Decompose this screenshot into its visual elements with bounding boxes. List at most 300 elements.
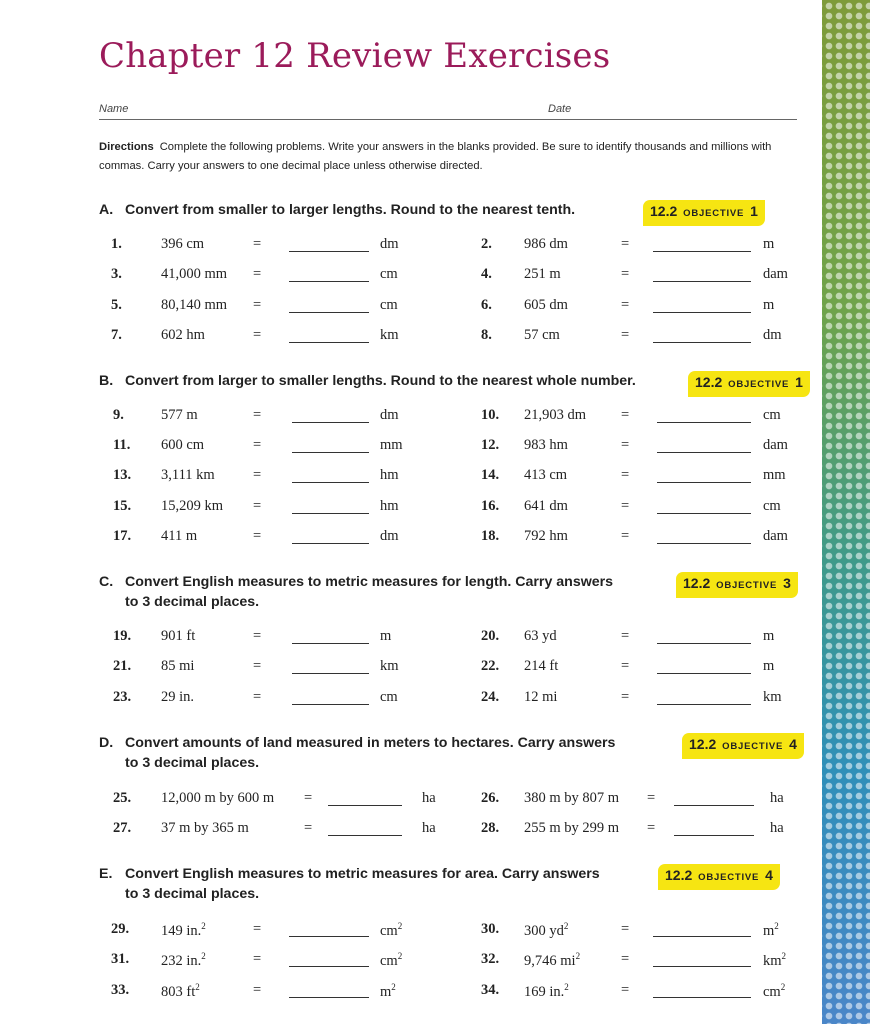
target-unit bbox=[380, 528, 399, 545]
problem-number: 7. bbox=[111, 326, 122, 343]
problem-quantity bbox=[524, 790, 619, 807]
answer-blank[interactable] bbox=[674, 790, 754, 806]
equals-sign: = bbox=[621, 688, 630, 705]
answer-blank[interactable] bbox=[289, 951, 369, 967]
section-heading-text: Convert English measures to metric measures for length. Carry answers bbox=[125, 574, 614, 590]
answer-blank[interactable] bbox=[292, 628, 369, 644]
problem-quantity bbox=[161, 689, 194, 706]
section-letter: D. bbox=[99, 735, 114, 751]
answer-blank[interactable] bbox=[292, 467, 369, 483]
answer-blank[interactable] bbox=[657, 528, 751, 544]
unit-text: ha bbox=[770, 820, 784, 836]
answer-blank[interactable] bbox=[653, 327, 751, 343]
problem-quantity bbox=[524, 982, 569, 1001]
problem-quantity bbox=[524, 327, 560, 344]
problem-row bbox=[99, 437, 799, 459]
badge-objective: 3 bbox=[783, 575, 791, 591]
equals-sign: = bbox=[621, 467, 630, 484]
problem-quantity bbox=[161, 820, 249, 837]
equals-sign: = bbox=[253, 658, 262, 675]
answer-blank[interactable] bbox=[657, 498, 751, 514]
unit-exponent: 2 bbox=[781, 951, 787, 962]
target-unit bbox=[763, 921, 779, 940]
dot-pattern bbox=[822, 0, 870, 1024]
quantity-exponent: 2 bbox=[575, 951, 581, 962]
problem-number: 5. bbox=[111, 296, 122, 313]
section-heading-text-line2: to 3 decimal places. bbox=[125, 594, 260, 610]
target-unit bbox=[380, 467, 399, 484]
quantity-text: 80,140 mm bbox=[161, 296, 228, 313]
badge-objective: 1 bbox=[750, 203, 758, 219]
unit-text: ha bbox=[422, 790, 436, 806]
quantity-text: 41,000 mm bbox=[161, 266, 228, 283]
answer-blank[interactable] bbox=[674, 820, 754, 836]
answer-blank[interactable] bbox=[328, 820, 402, 836]
problem-row bbox=[99, 236, 799, 258]
quantity-text: 411 m bbox=[161, 527, 198, 544]
equals-sign: = bbox=[253, 527, 262, 544]
equals-sign: = bbox=[621, 497, 630, 514]
problem-row bbox=[99, 790, 799, 812]
equals-sign: = bbox=[621, 921, 630, 937]
equals-sign: = bbox=[304, 790, 313, 806]
unit-text: hm bbox=[380, 467, 399, 484]
problem-row bbox=[99, 498, 799, 520]
quantity-text: 29 in. bbox=[161, 688, 195, 705]
unit-exponent: 2 bbox=[391, 981, 396, 992]
quantity-text: 15,209 km bbox=[161, 497, 224, 514]
problem-row bbox=[99, 407, 799, 429]
answer-blank[interactable] bbox=[289, 327, 369, 343]
target-unit bbox=[763, 982, 785, 1001]
target-unit bbox=[763, 528, 788, 545]
problem-quantity bbox=[524, 628, 557, 645]
problem-row bbox=[99, 266, 799, 288]
problem-number: 8. bbox=[481, 326, 492, 343]
problem-quantity bbox=[524, 437, 568, 454]
equals-sign: = bbox=[621, 236, 630, 252]
target-unit bbox=[763, 628, 774, 645]
directions-label: Directions bbox=[99, 141, 154, 153]
target-unit bbox=[380, 982, 396, 1001]
problem-number: 12. bbox=[481, 437, 500, 454]
answer-blank[interactable] bbox=[657, 628, 751, 644]
badge-label: OBJECTIVE bbox=[728, 379, 790, 390]
unit-text: mm bbox=[763, 467, 786, 484]
unit-text: m bbox=[380, 983, 392, 1000]
problem-number: 6. bbox=[481, 296, 492, 313]
quantity-text: 21,903 dm bbox=[524, 407, 587, 423]
unit-text: cm bbox=[380, 922, 398, 939]
quantity-text: 300 yd bbox=[524, 922, 564, 939]
problem-quantity bbox=[524, 266, 561, 283]
problem-number: 3. bbox=[111, 266, 122, 283]
problem-quantity bbox=[161, 790, 274, 807]
unit-text: km bbox=[763, 688, 782, 705]
equals-sign: = bbox=[304, 820, 313, 836]
quantity-text: 577 m bbox=[161, 407, 198, 423]
problem-row bbox=[99, 628, 799, 650]
answer-blank[interactable] bbox=[657, 437, 751, 453]
quantity-text: 232 in. bbox=[161, 953, 202, 970]
quantity-exponent: 2 bbox=[201, 951, 206, 962]
equals-sign: = bbox=[621, 266, 630, 283]
quantity-text: 413 cm bbox=[524, 467, 568, 484]
problem-quantity bbox=[161, 498, 223, 515]
unit-exponent: 2 bbox=[397, 921, 403, 931]
directions-text: Complete the following problems. Write your answers in the blanks provided. Be sure to identify thousands and millions with commas. Carry your answers to one decimal place unless otherwise directed. bbox=[99, 141, 772, 172]
unit-text: dm bbox=[380, 527, 399, 544]
quantity-text: 255 m by 299 m bbox=[524, 820, 620, 836]
answer-blank[interactable] bbox=[653, 236, 751, 252]
target-unit bbox=[763, 689, 782, 706]
decorative-sidebar bbox=[822, 0, 870, 1024]
target-unit bbox=[770, 790, 784, 807]
section-heading-text-line2: to 3 decimal places. bbox=[125, 755, 260, 771]
answer-blank[interactable] bbox=[289, 236, 369, 252]
section-heading-text-line2: to 3 decimal places. bbox=[125, 886, 260, 902]
badge-number: 12.2 bbox=[689, 736, 717, 752]
answer-blank[interactable] bbox=[292, 407, 369, 423]
target-unit bbox=[380, 437, 403, 454]
objective-badge bbox=[643, 200, 765, 226]
equals-sign: = bbox=[647, 790, 656, 806]
problem-number: 22. bbox=[481, 658, 500, 675]
problem-number: 27. bbox=[113, 820, 132, 836]
section-heading-text: Convert amounts of land measured in meters to hectares. Carry answers bbox=[125, 735, 616, 751]
problem-number: 19. bbox=[113, 628, 132, 644]
problem-number: 17. bbox=[113, 527, 132, 544]
problem-row bbox=[99, 689, 799, 711]
answer-blank[interactable] bbox=[653, 921, 751, 937]
problem-number: 18. bbox=[481, 527, 500, 544]
section-letter: C. bbox=[99, 574, 114, 590]
badge-objective: 1 bbox=[795, 374, 803, 390]
answer-blank[interactable] bbox=[653, 982, 751, 998]
problem-number: 2. bbox=[481, 236, 492, 252]
target-unit bbox=[380, 327, 399, 344]
problem-quantity bbox=[524, 951, 580, 970]
target-unit bbox=[380, 689, 398, 706]
problem-number: 33. bbox=[111, 981, 130, 998]
problem-number: 31. bbox=[111, 951, 130, 968]
unit-text: m bbox=[763, 296, 775, 313]
target-unit bbox=[380, 628, 391, 645]
problem-number: 21. bbox=[113, 658, 132, 675]
badge-label: OBJECTIVE bbox=[722, 741, 784, 752]
problem-quantity bbox=[161, 658, 194, 675]
problem-number: 34. bbox=[481, 981, 500, 998]
problem-number: 11. bbox=[113, 437, 131, 454]
equals-sign: = bbox=[621, 628, 630, 644]
quantity-text: 169 in. bbox=[524, 983, 565, 1000]
unit-text: dam bbox=[763, 437, 788, 454]
unit-text: cm bbox=[380, 296, 398, 313]
problem-quantity bbox=[161, 297, 227, 314]
equals-sign: = bbox=[621, 527, 630, 544]
target-unit bbox=[422, 790, 436, 807]
badge-number: 12.2 bbox=[695, 374, 723, 390]
problem-quantity bbox=[524, 689, 557, 706]
equals-sign: = bbox=[253, 628, 262, 644]
problem-number: 23. bbox=[113, 688, 132, 705]
problem-row bbox=[99, 467, 799, 489]
problem-quantity bbox=[524, 528, 568, 545]
objective-badge bbox=[682, 733, 804, 759]
quantity-text: 85 mi bbox=[161, 658, 195, 675]
equals-sign: = bbox=[253, 266, 262, 283]
problem-number: 13. bbox=[113, 467, 132, 484]
unit-text: m bbox=[763, 236, 775, 252]
target-unit bbox=[763, 297, 774, 314]
quantity-text: 983 hm bbox=[524, 437, 568, 454]
problem-quantity bbox=[524, 820, 619, 837]
problem-number: 1. bbox=[111, 236, 122, 252]
problem-number: 24. bbox=[481, 688, 500, 705]
equals-sign: = bbox=[253, 951, 262, 968]
problem-quantity bbox=[161, 628, 195, 645]
quantity-text: 251 m bbox=[524, 266, 561, 283]
unit-text: ha bbox=[770, 790, 784, 806]
unit-text: m bbox=[763, 628, 775, 644]
date-label: Date bbox=[548, 103, 572, 115]
problem-row bbox=[99, 982, 799, 1004]
problem-quantity bbox=[524, 498, 568, 515]
answer-blank[interactable] bbox=[292, 658, 369, 674]
quantity-text: 792 hm bbox=[524, 527, 568, 544]
problem-row bbox=[99, 951, 799, 973]
target-unit bbox=[770, 820, 784, 837]
problem-quantity bbox=[524, 658, 558, 675]
name-date-line bbox=[99, 103, 797, 120]
equals-sign: = bbox=[253, 688, 262, 705]
answer-blank[interactable] bbox=[653, 297, 751, 313]
problem-number: 28. bbox=[481, 820, 500, 836]
problem-quantity bbox=[524, 407, 586, 424]
quantity-text: 380 m by 807 m bbox=[524, 790, 620, 806]
problem-row bbox=[99, 327, 799, 349]
badge-number: 12.2 bbox=[665, 867, 693, 883]
section-heading-text: Convert from smaller to larger lengths. Round to the nearest tenth. bbox=[125, 202, 576, 218]
unit-text: dm bbox=[763, 326, 782, 343]
section-letter: A. bbox=[99, 202, 114, 218]
quantity-exponent: 2 bbox=[201, 921, 206, 931]
answer-blank[interactable] bbox=[289, 297, 369, 313]
quantity-text: 605 dm bbox=[524, 296, 568, 313]
target-unit bbox=[763, 236, 774, 253]
objective-badge bbox=[688, 371, 810, 397]
unit-text: dm bbox=[380, 236, 399, 252]
target-unit bbox=[380, 407, 399, 424]
problem-number: 16. bbox=[481, 497, 500, 514]
quantity-text: 37 m by 365 m bbox=[161, 820, 249, 836]
page-title: Chapter 12 Review Exercises bbox=[99, 36, 611, 76]
target-unit bbox=[380, 498, 399, 515]
equals-sign: = bbox=[621, 326, 630, 343]
equals-sign: = bbox=[253, 467, 262, 484]
quantity-text: 901 ft bbox=[161, 628, 196, 644]
problem-quantity bbox=[524, 921, 568, 940]
problem-quantity bbox=[161, 467, 215, 484]
quantity-text: 12,000 m by 600 m bbox=[161, 790, 275, 806]
equals-sign: = bbox=[253, 497, 262, 514]
unit-text: km bbox=[380, 326, 399, 343]
problem-quantity bbox=[161, 266, 227, 283]
section-d bbox=[99, 733, 799, 836]
objective-badge bbox=[676, 572, 798, 598]
problem-number: 26. bbox=[481, 790, 500, 806]
quantity-exponent: 2 bbox=[195, 981, 200, 992]
unit-exponent: 2 bbox=[397, 951, 403, 962]
unit-text: mm bbox=[380, 437, 403, 454]
quantity-exponent: 2 bbox=[564, 981, 569, 992]
problem-row bbox=[99, 921, 799, 943]
unit-text: m bbox=[763, 922, 775, 939]
quantity-text: 396 cm bbox=[161, 236, 205, 252]
answer-blank[interactable] bbox=[289, 982, 369, 998]
problem-quantity bbox=[161, 437, 204, 454]
problem-quantity bbox=[161, 327, 205, 344]
unit-text: dam bbox=[763, 266, 788, 283]
problem-number: 29. bbox=[111, 921, 130, 937]
problem-number: 9. bbox=[113, 407, 124, 423]
section-e bbox=[99, 864, 799, 1000]
problem-quantity bbox=[161, 921, 206, 940]
equals-sign: = bbox=[621, 296, 630, 313]
unit-text: cm bbox=[763, 983, 781, 1000]
target-unit bbox=[763, 407, 781, 424]
problem-number: 14. bbox=[481, 467, 500, 484]
answer-blank[interactable] bbox=[289, 921, 369, 937]
problem-quantity bbox=[161, 528, 197, 545]
equals-sign: = bbox=[253, 407, 262, 423]
problem-quantity bbox=[161, 407, 198, 424]
unit-exponent: 2 bbox=[780, 981, 786, 992]
answer-blank[interactable] bbox=[657, 407, 751, 423]
answer-blank[interactable] bbox=[292, 689, 369, 705]
unit-text: cm bbox=[380, 953, 398, 970]
problem-row bbox=[99, 658, 799, 680]
target-unit bbox=[763, 951, 786, 970]
problem-quantity bbox=[161, 236, 204, 253]
section-heading-text: Convert English measures to metric measures for area. Carry answers bbox=[125, 866, 600, 882]
problem-number: 30. bbox=[481, 921, 500, 937]
unit-text: cm bbox=[380, 688, 398, 705]
equals-sign: = bbox=[647, 820, 656, 836]
quantity-text: 214 ft bbox=[524, 658, 559, 675]
target-unit bbox=[380, 658, 399, 675]
unit-text: m bbox=[763, 658, 775, 675]
problem-number: 25. bbox=[113, 790, 132, 806]
equals-sign: = bbox=[621, 981, 630, 998]
equals-sign: = bbox=[253, 437, 262, 454]
section-c bbox=[99, 572, 799, 705]
quantity-text: 602 hm bbox=[161, 326, 205, 343]
problem-quantity bbox=[524, 467, 567, 484]
answer-blank[interactable] bbox=[657, 689, 751, 705]
unit-exponent: 2 bbox=[774, 921, 779, 931]
unit-text: cm bbox=[763, 407, 781, 423]
problem-quantity bbox=[524, 236, 568, 253]
section-heading-text: Convert from larger to smaller lengths. Round to the nearest whole number. bbox=[125, 373, 636, 389]
quantity-text: 600 cm bbox=[161, 437, 205, 454]
equals-sign: = bbox=[253, 296, 262, 313]
badge-label: OBJECTIVE bbox=[716, 580, 778, 591]
target-unit bbox=[380, 236, 399, 253]
quantity-text: 63 yd bbox=[524, 628, 557, 644]
target-unit bbox=[763, 437, 788, 454]
objective-badge bbox=[658, 864, 780, 890]
target-unit bbox=[763, 467, 786, 484]
unit-text: hm bbox=[380, 497, 399, 514]
quantity-text: 3,111 km bbox=[161, 467, 215, 484]
answer-blank[interactable] bbox=[292, 528, 369, 544]
unit-text: km bbox=[763, 953, 782, 970]
badge-objective: 4 bbox=[789, 736, 797, 752]
quantity-text: 149 in. bbox=[161, 922, 202, 939]
quantity-text: 57 cm bbox=[524, 326, 560, 343]
badge-number: 12.2 bbox=[650, 203, 678, 219]
answer-blank[interactable] bbox=[328, 790, 402, 806]
badge-objective: 4 bbox=[765, 867, 773, 883]
answer-blank[interactable] bbox=[289, 266, 369, 282]
quantity-text: 986 dm bbox=[524, 236, 568, 252]
problem-number: 20. bbox=[481, 628, 500, 644]
quantity-text: 9,746 mi bbox=[524, 953, 576, 970]
problem-number: 15. bbox=[113, 497, 132, 514]
equals-sign: = bbox=[621, 437, 630, 454]
target-unit bbox=[380, 297, 398, 314]
target-unit bbox=[380, 266, 398, 283]
answer-blank[interactable] bbox=[657, 467, 751, 483]
answer-blank[interactable] bbox=[292, 498, 369, 514]
name-label: Name bbox=[99, 103, 129, 115]
badge-label: OBJECTIVE bbox=[683, 208, 745, 219]
badge-label: OBJECTIVE bbox=[698, 872, 760, 883]
problem-number: 10. bbox=[481, 407, 500, 423]
target-unit bbox=[763, 498, 781, 515]
unit-text: ha bbox=[422, 820, 436, 836]
quantity-text: 803 ft bbox=[161, 983, 196, 1000]
unit-text: cm bbox=[380, 266, 398, 283]
target-unit bbox=[380, 951, 402, 970]
target-unit bbox=[380, 921, 402, 940]
answer-blank[interactable] bbox=[653, 266, 751, 282]
quantity-text: 12 mi bbox=[524, 688, 558, 705]
unit-text: dm bbox=[380, 407, 399, 423]
problem-row bbox=[99, 297, 799, 319]
section-letter: B. bbox=[99, 373, 114, 389]
equals-sign: = bbox=[253, 236, 262, 252]
target-unit bbox=[763, 658, 774, 675]
problem-row bbox=[99, 528, 799, 550]
equals-sign: = bbox=[621, 407, 630, 423]
target-unit bbox=[763, 327, 782, 344]
badge-number: 12.2 bbox=[683, 575, 711, 591]
equals-sign: = bbox=[253, 326, 262, 343]
equals-sign: = bbox=[621, 951, 630, 968]
answer-blank[interactable] bbox=[657, 658, 751, 674]
answer-blank[interactable] bbox=[653, 951, 751, 967]
equals-sign: = bbox=[253, 981, 262, 998]
unit-text: cm bbox=[763, 497, 781, 514]
problem-number: 32. bbox=[481, 951, 500, 968]
target-unit bbox=[422, 820, 436, 837]
answer-blank[interactable] bbox=[292, 437, 369, 453]
section-letter: E. bbox=[99, 866, 113, 882]
problem-number: 4. bbox=[481, 266, 492, 283]
unit-text: m bbox=[380, 628, 392, 644]
